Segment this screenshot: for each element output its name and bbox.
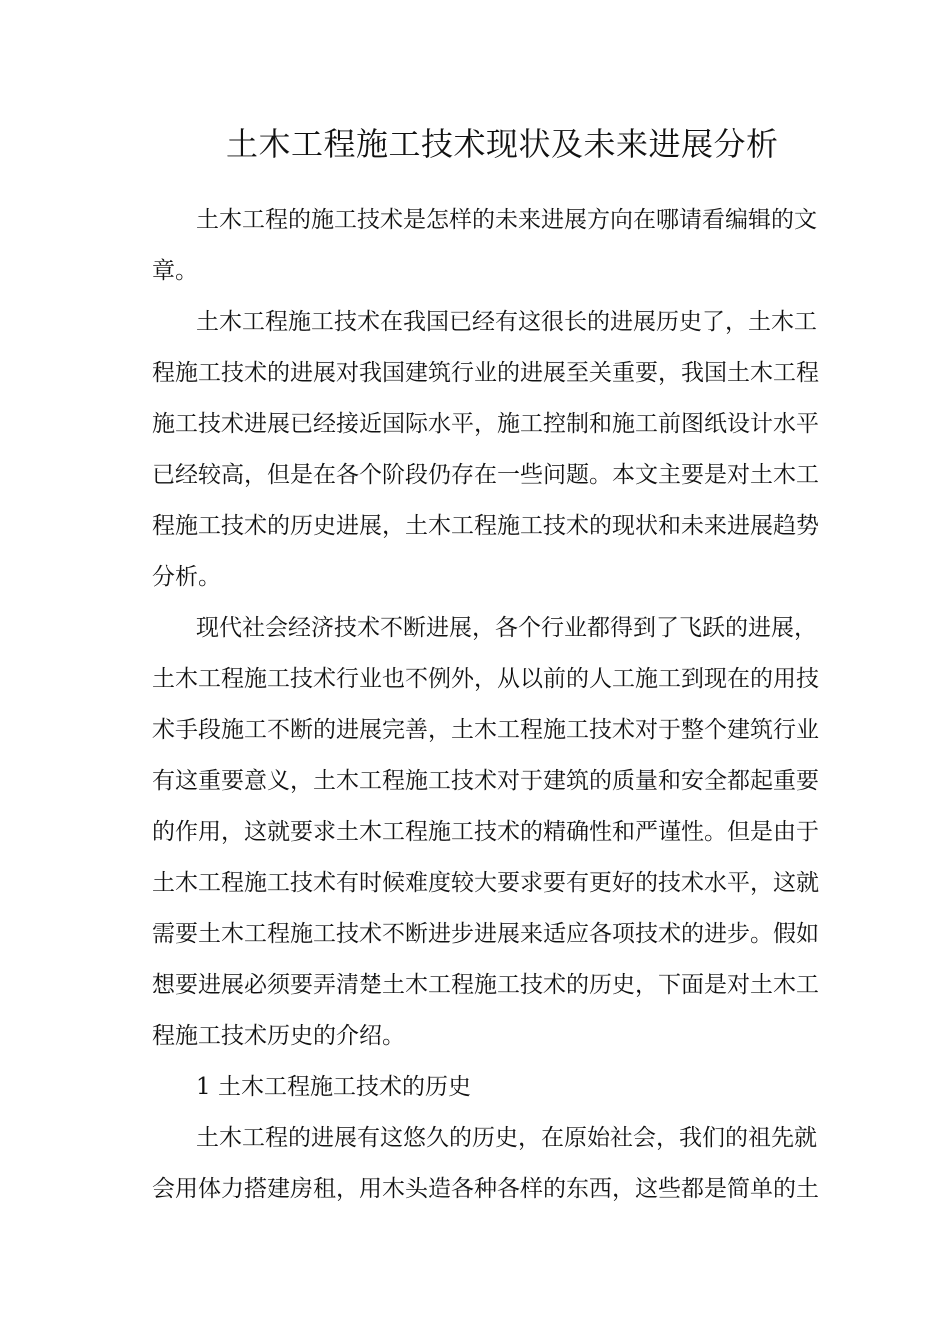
text-line: 土木工程施工技术行业也不例外，从以前的人工施工到现在的用技	[152, 666, 819, 692]
text-line: 土木工程的施工技术是怎样的未来进展方向在哪请看编辑的文	[196, 207, 817, 233]
text-line: 现代社会经济技术不断进展，各个行业都得到了飞跃的进展，	[196, 615, 817, 641]
text-line: 程施工技术的历史进展，土木工程施工技术的现状和未来进展趋势	[152, 513, 819, 539]
text-line: 的作用，这就要求土木工程施工技术的精确性和严谨性。但是由于	[152, 819, 819, 845]
text-line: 程施工技术的进展对我国建筑行业的进展至关重要，我国土木工程	[152, 360, 819, 386]
text-line: 土木工程的进展有这悠久的历史，在原始社会，我们的祖先就	[196, 1125, 817, 1151]
text-line: 土木工程施工技术有时候难度较大要求要有更好的技术水平，这就	[152, 870, 819, 896]
text-line: 程施工技术历史的介绍。	[152, 1023, 405, 1049]
text-line: 施工技术进展已经接近国际水平，施工控制和施工前图纸设计水平	[152, 411, 819, 437]
text-line: 需要土木工程施工技术不断进步进展来适应各项技术的进步。假如	[152, 921, 819, 947]
text-line: 土木工程施工技术在我国已经有这很长的进展历史了，土木工	[196, 309, 817, 335]
text-line: 想要进展必须要弄清楚土木工程施工技术的历史，下面是对土木工	[152, 972, 819, 998]
section-heading: 1 土木工程施工技术的历史	[196, 1074, 471, 1100]
text-line: 分析。	[152, 564, 221, 590]
text-line: 术手段施工不断的进展完善，土木工程施工技术对于整个建筑行业	[152, 717, 819, 743]
text-line: 会用体力搭建房租，用木头造各种各样的东西，这些都是简单的土	[152, 1176, 819, 1202]
text-line: 章。	[152, 258, 198, 284]
text-line: 已经较高，但是在各个阶段仍存在一些问题。本文主要是对土木工	[152, 462, 819, 488]
text-line: 有这重要意义，土木工程施工技术对于建筑的质量和安全都起重要	[152, 768, 819, 794]
document-title: 土木工程施工技术现状及未来进展分析	[226, 125, 779, 163]
